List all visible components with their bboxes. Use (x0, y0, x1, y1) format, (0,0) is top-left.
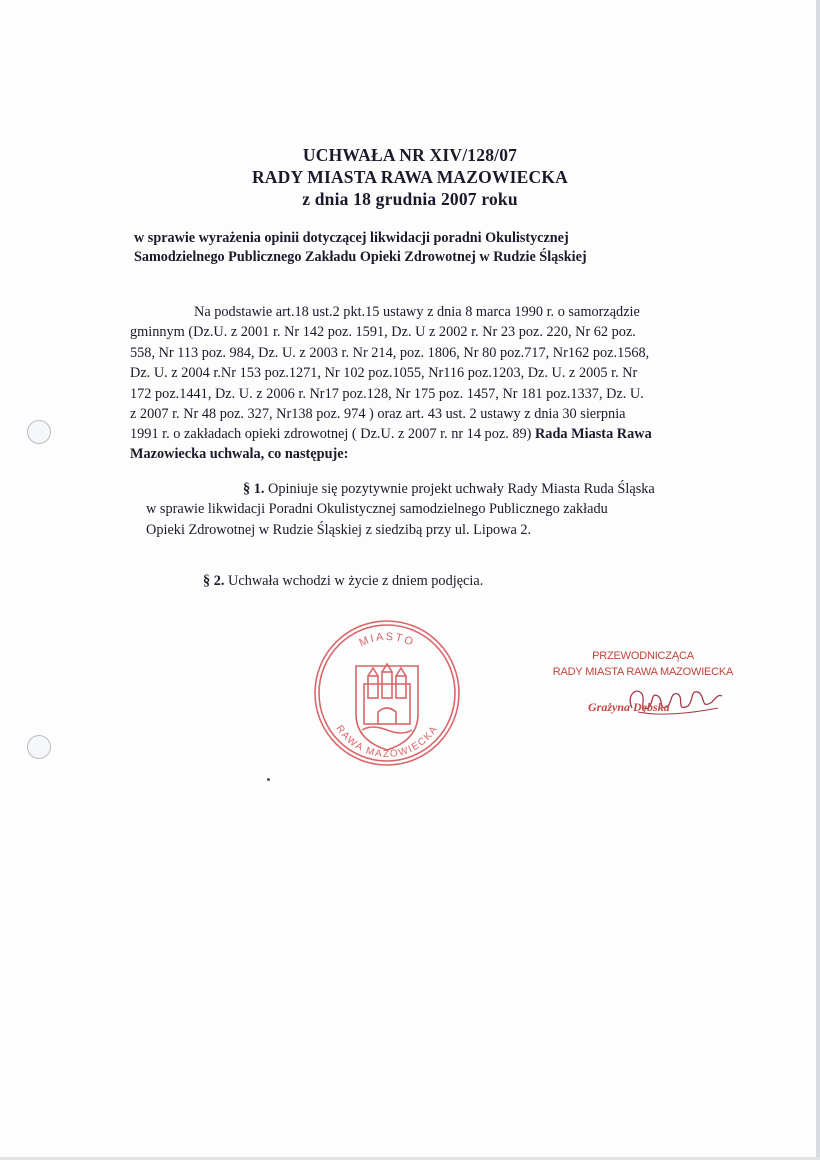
signature-block (548, 648, 738, 714)
section-1-line-3: Opieki Zdrowotnej w Rudzie Śląskiej z siedzibą przy ul. Lipowa 2. (146, 522, 532, 538)
preamble-closing: Mazowiecka uchwala, co następuje: (130, 446, 349, 462)
preamble-line: Dz. U. z 2004 r.Nr 153 poz.1271, Nr 102 poz.1055, Nr116 poz.1203, Dz. U. z 2005 r. Nr (130, 365, 638, 381)
punch-hole-top (27, 420, 51, 444)
section-1-line-1: § 1. Opiniuje się pozytywnie projekt uchwały Rady Miasta Ruda Śląska (243, 481, 655, 497)
stamp-top-text: MIASTO (357, 630, 417, 650)
council-name: RADY MIASTA RAWA MAZOWIECKA (251, 167, 569, 187)
preamble-line: Na podstawie art.18 ust.2 pkt.15 ustawy z dnia 8 marca 1990 r. o samorządzie (194, 304, 640, 320)
preamble-line: 1991 r. o zakładach opieki zdrowotnej ( Dz.U. z 2007 r. nr 14 poz. 89) Rada Miasta Rawa (130, 426, 652, 442)
scan-speck (267, 778, 270, 781)
svg-text:MIASTO (357, 631, 416, 649)
preamble-line: 558, Nr 113 poz. 984, Dz. U. z 2003 r. Nr 214, poz. 1806, Nr 80 poz.717, Nr162 poz.1568, (130, 345, 650, 361)
punch-hole-bottom (27, 735, 51, 759)
signatory-name: Grażyna Dębska (588, 700, 670, 714)
preamble-line: gminnym (Dz.U. z 2001 r. Nr 142 poz. 1591, Dz. U z 2002 r. Nr 23 poz. 220, Nr 62 poz. (130, 324, 636, 340)
signatory-title: PRZEWODNICZĄCA (592, 650, 694, 662)
section-1-mark: § 1. (243, 481, 265, 497)
section-2-mark: § 2. (203, 573, 225, 589)
resolution-date: z dnia 18 grudnia 2007 roku (302, 189, 518, 209)
resolution-number: UCHWAŁA NR XIV/128/07 (302, 145, 518, 165)
signatory-council: RADY MIASTA RAWA MAZOWIECKA (552, 666, 734, 678)
city-stamp-seal (312, 618, 462, 768)
preamble-line: z 2007 r. Nr 48 poz. 327, Nr138 poz. 974 ) oraz art. 43 ust. 2 ustawy z dnia 30 sierpnia (130, 406, 626, 422)
council-bold-text: Rada Miasta Rawa (531, 426, 652, 442)
preamble-line: 172 poz.1441, Dz. U. z 2006 r. Nr17 poz.128, Nr 175 poz. 1457, Nr 181 poz.1337, Dz. U. (130, 386, 644, 402)
section-2: § 2. Uchwała wchodzi w życie z dniem podjęcia. (203, 573, 484, 589)
subject-line-2: Samodzielnego Publicznego Zakładu Opieki Zdrowotnej w Rudzie Śląskiej (134, 249, 587, 265)
subject-line-1: w sprawie wyrażenia opinii dotyczącej likwidacji poradni Okulistycznej (134, 230, 569, 246)
stamp-bottom-text: RAWA MAZOWIECKA (333, 723, 441, 761)
section-1-line-2: w sprawie likwidacji Poradni Okulistycznej samodzielnego Publicznego zakładu (146, 501, 608, 517)
